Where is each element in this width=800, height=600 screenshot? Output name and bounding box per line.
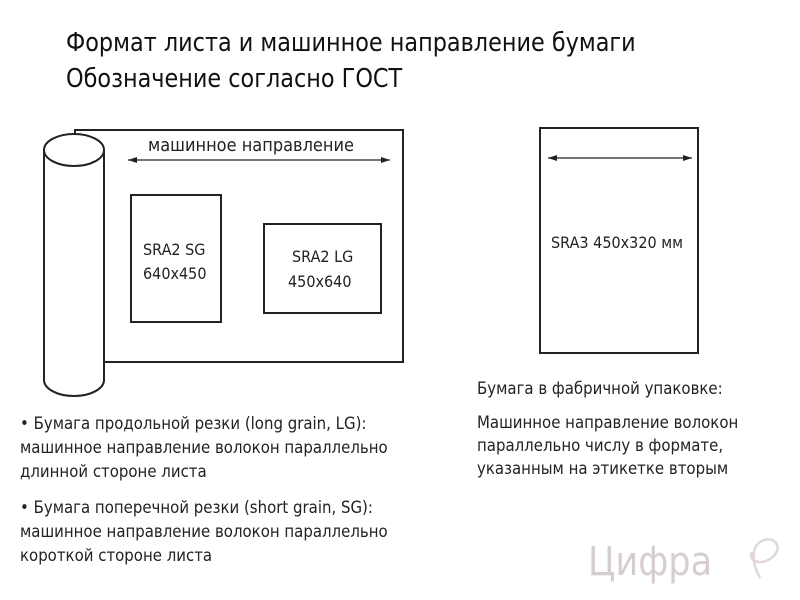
bullet-lg-line-3: длинной стороне листа <box>20 462 207 482</box>
sheet-sra2-lg <box>263 223 382 314</box>
sheet-sg-name: SRA2 SG <box>143 240 206 259</box>
bullet-lg-line-1: • Бумага продольной резки (long grain, LG): <box>20 414 367 434</box>
machine-direction-label: машинное направление <box>148 135 355 156</box>
page-subtitle: Обозначение согласно ГОСТ <box>66 64 403 94</box>
sheet-lg-name: SRA2 LG <box>292 247 354 266</box>
bullet-sg-line-1: • Бумага поперечной резки (short grain, SG): <box>20 498 373 518</box>
paper-roll-icon <box>44 134 104 396</box>
bullet-sg-line-2: машинное направление волокон параллельно <box>20 522 388 542</box>
package-heading: Бумага в фабричной упаковке: <box>477 379 723 399</box>
bullet-lg-line-2: машинное направление волокон параллельно <box>20 438 388 458</box>
brand-logo: Цифра <box>588 539 713 585</box>
bullet-sg-line-3: короткой стороне листа <box>20 546 213 566</box>
package-line-1: Машинное направление волокон <box>477 413 739 433</box>
sheet-sra2-sg <box>130 194 222 323</box>
page-title: Формат листа и машинное направление бумаги <box>66 28 636 58</box>
sheet-sg-size: 640x450 <box>143 264 207 283</box>
package-sheet-label: SRA3 450x320 мм <box>551 233 683 252</box>
logo-swash-icon <box>751 539 777 578</box>
sheet-lg-size: 450x640 <box>288 272 352 291</box>
package-line-2: параллельно числу в формате, <box>477 436 724 456</box>
package-line-3: указанным на этикетке вторым <box>477 459 729 479</box>
